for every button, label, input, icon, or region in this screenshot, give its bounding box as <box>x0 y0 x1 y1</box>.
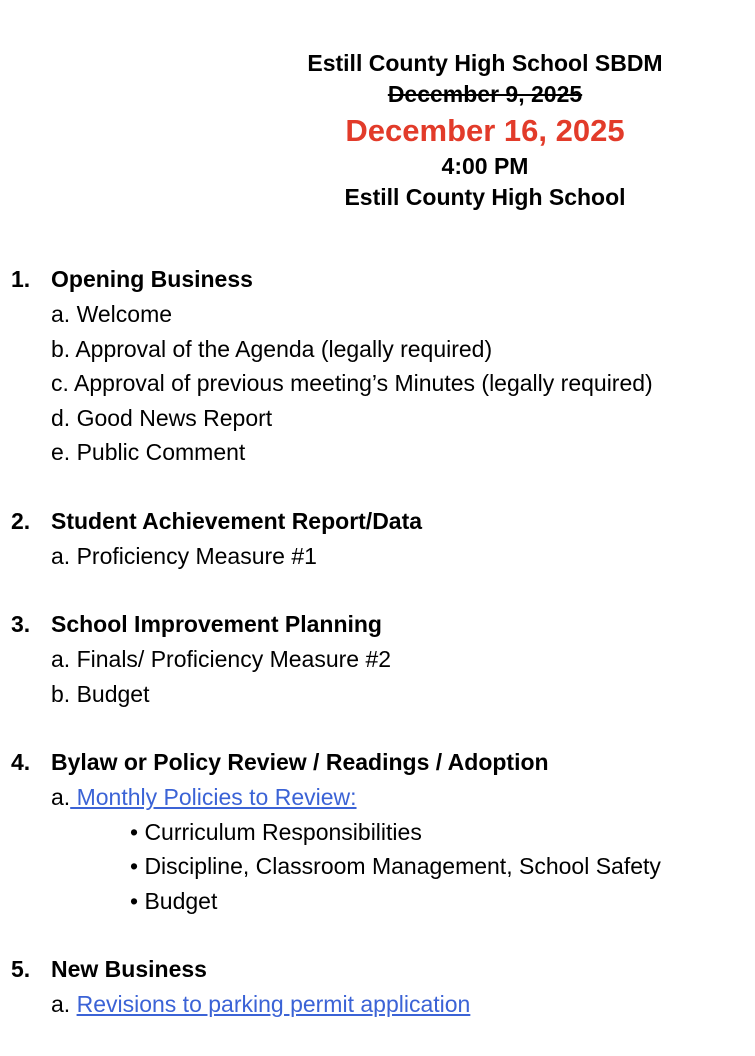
list-item <box>0 332 755 367</box>
item-text: Approval of previous meeting’s Minutes (legally required) <box>74 370 653 396</box>
item-text: Approval of the Agenda (legally required) <box>75 335 493 362</box>
agenda-section-new-business <box>0 952 755 1022</box>
section-number: 4. <box>11 749 31 775</box>
item-text: Finals/ Proficiency Measure #2 <box>76 646 392 672</box>
meeting-title: Estill County High School SBDM <box>307 50 663 76</box>
item-text: Proficiency Measure #1 <box>76 542 317 569</box>
item-label: b. <box>51 680 71 707</box>
agenda-list <box>0 262 755 1056</box>
agenda-section-policy-review <box>0 745 755 918</box>
bullet-item: • Budget <box>130 887 218 914</box>
item-label: a. <box>51 646 71 672</box>
section-title: Student Achievement Report/Data <box>51 507 423 534</box>
monthly-policies-link[interactable]: Monthly Policies to Review: <box>70 784 357 810</box>
list-item <box>0 539 755 574</box>
section-number: 2. <box>11 507 31 534</box>
section-title: Bylaw or Policy Review / Readings / Adoption <box>51 749 549 775</box>
meeting-time: 4:00 PM <box>441 153 529 179</box>
agenda-section-student-achievement <box>0 504 755 574</box>
section-heading <box>0 607 755 642</box>
list-item <box>0 366 755 401</box>
agenda-section-school-improvement <box>0 607 755 711</box>
list-item <box>0 642 755 677</box>
meeting-location: Estill County High School <box>344 184 626 210</box>
item-text: Public Comment <box>76 439 246 465</box>
list-item <box>0 780 755 815</box>
old-meeting-date: December 9, 2025 <box>387 81 583 107</box>
bullet-item: • Curriculum Responsibilities <box>130 818 422 845</box>
list-item <box>0 401 755 436</box>
item-label: e. <box>51 439 71 465</box>
item-label: d. <box>51 404 71 431</box>
section-heading <box>0 504 755 539</box>
list-item <box>0 435 755 470</box>
section-number: 1. <box>11 266 31 292</box>
list-item <box>0 987 755 1022</box>
list-item <box>0 677 755 712</box>
item-text: Budget <box>76 680 150 707</box>
section-title: Opening Business <box>51 266 253 292</box>
bullet-item: • Discipline, Classroom Management, School Safety <box>130 853 661 879</box>
item-label: b. <box>51 335 71 362</box>
list-item <box>0 297 755 332</box>
section-number: 3. <box>11 611 31 637</box>
item-label: a. <box>51 301 71 327</box>
item-text: Welcome <box>76 301 173 327</box>
item-label: a. <box>51 542 71 569</box>
section-number: 5. <box>11 956 31 982</box>
section-heading <box>0 745 755 780</box>
section-heading <box>0 952 755 987</box>
item-label: a. <box>51 991 71 1017</box>
item-text: Good News Report <box>76 404 273 431</box>
section-title: School Improvement Planning <box>51 611 382 637</box>
agenda-section-opening-business <box>0 262 755 470</box>
meeting-header <box>270 48 700 213</box>
section-title: New Business <box>51 956 207 982</box>
item-label: a. <box>51 784 71 810</box>
item-label: c. <box>51 370 69 396</box>
new-meeting-date: December 16, 2025 <box>345 113 625 148</box>
parking-permit-revisions-link[interactable]: Revisions to parking permit application <box>76 991 471 1017</box>
section-heading <box>0 262 755 297</box>
